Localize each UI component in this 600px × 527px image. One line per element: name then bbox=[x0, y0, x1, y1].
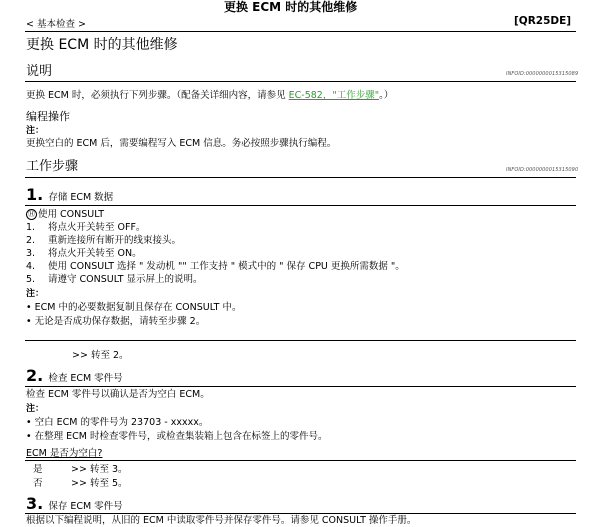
description-info-id: INFOID:0000000015315089 bbox=[506, 71, 579, 77]
step3-text: 根据以下编程说明，从旧的 ECM 中读取零件号并保存零件号。请参见 CONSULT 操作手册。 bbox=[26, 515, 417, 526]
yes-goto[interactable]: >> 转至 3。 bbox=[71, 464, 128, 475]
step2-question-rule bbox=[25, 460, 576, 461]
page-title: 更换 ECM 时的其他维修 bbox=[224, 0, 358, 14]
step2-header bbox=[26, 366, 123, 385]
step1-bullet-1: • ECM 中的必要数据复制且保存在 CONSULT 中。 bbox=[26, 302, 242, 313]
consult-icon: Ⓗ bbox=[28, 210, 35, 218]
step1-title: 存储 ECM 数据 bbox=[48, 192, 114, 203]
step1-with-consult: 使用 CONSULT bbox=[38, 209, 105, 220]
step3-title: 保存 ECM 零件号 bbox=[48, 501, 123, 512]
step1-bullet-2: • 无论是否成功保存数据，请转至步骤 2。 bbox=[26, 316, 206, 327]
step3-header bbox=[26, 494, 123, 513]
step2-title: 检查 ECM 零件号 bbox=[48, 373, 123, 384]
step2-number: 2. bbox=[26, 366, 44, 385]
step2-note-label: 注： bbox=[26, 404, 45, 414]
step1-item-3: 3. 将点火开关转至 ON。 bbox=[26, 248, 142, 259]
step2-yes-row[interactable] bbox=[33, 464, 128, 476]
description-text-after: 。） bbox=[379, 90, 394, 101]
step3-rule bbox=[25, 513, 576, 514]
step1-number: 1. bbox=[26, 185, 44, 204]
no-goto[interactable]: >> 转至 5。 bbox=[71, 478, 128, 489]
step1-item-4: 4. 使用 CONSULT 选择 " 发动机 "" 工作支持 " 模式中的 " 保存 CPU 更换所需数据 "。 bbox=[26, 261, 405, 272]
programming-heading: 编程操作 bbox=[26, 110, 70, 123]
step1-item-5: 5. 请遵守 CONSULT 显示屏上的说明。 bbox=[26, 274, 203, 285]
yes-label: 是 bbox=[33, 464, 43, 475]
engine-code: [QR25DE] bbox=[514, 15, 572, 27]
ec-582-link[interactable]: EC-582，"工作步骤" bbox=[288, 90, 380, 101]
step1-item-2: 2. 重新连接所有断开的线束接头。 bbox=[26, 235, 182, 246]
section-title: 更换 ECM 时的其他维修 bbox=[26, 37, 178, 53]
programming-note-label: 注： bbox=[26, 126, 45, 136]
programming-note-text: 更换空白的 ECM 后，需要编程写入 ECM 信息。务必按照步骤执行编程。 bbox=[26, 138, 337, 149]
work-procedure-heading: 工作步骤 bbox=[26, 159, 79, 174]
step1-item-1: 1. 将点火开关转至 OFF。 bbox=[26, 222, 146, 233]
step2-text: 检查 ECM 零件号以确认是否为空白 ECM。 bbox=[26, 389, 210, 400]
step2-no-row[interactable] bbox=[33, 478, 128, 490]
description-heading: 说明 bbox=[26, 64, 53, 79]
description-rule bbox=[25, 81, 576, 82]
step1-goto[interactable]: >> 转至 2。 bbox=[72, 350, 129, 361]
step1-header bbox=[26, 185, 113, 204]
step3-number: 3. bbox=[26, 494, 44, 513]
header-rule bbox=[25, 31, 576, 32]
step2-rule bbox=[25, 386, 576, 387]
step1-note-label: 注： bbox=[26, 289, 45, 299]
step1-answer-rule bbox=[25, 340, 576, 341]
no-label: 否 bbox=[33, 478, 43, 489]
step1-rule bbox=[25, 205, 576, 206]
step1-consult-line bbox=[26, 209, 104, 221]
step2-question: ECM 是否为空白? bbox=[26, 448, 103, 459]
description-text bbox=[26, 90, 393, 102]
description-text-before: 更换 ECM 时，必须执行下列步骤。（配备关详细内容，请参见 bbox=[26, 90, 289, 101]
breadcrumb[interactable]: < 基本检查 > bbox=[26, 19, 86, 30]
step2-bullet-2: • 在整理 ECM 时检查零件号，或检查集装箱上包含在标签上的零件号。 bbox=[26, 431, 328, 442]
work-procedure-info-id: INFOID:0000000015315090 bbox=[506, 167, 579, 173]
work-procedure-rule bbox=[25, 177, 576, 178]
step2-bullet-1: • 空白 ECM 的零件号为 23703 - xxxxx。 bbox=[26, 417, 209, 428]
